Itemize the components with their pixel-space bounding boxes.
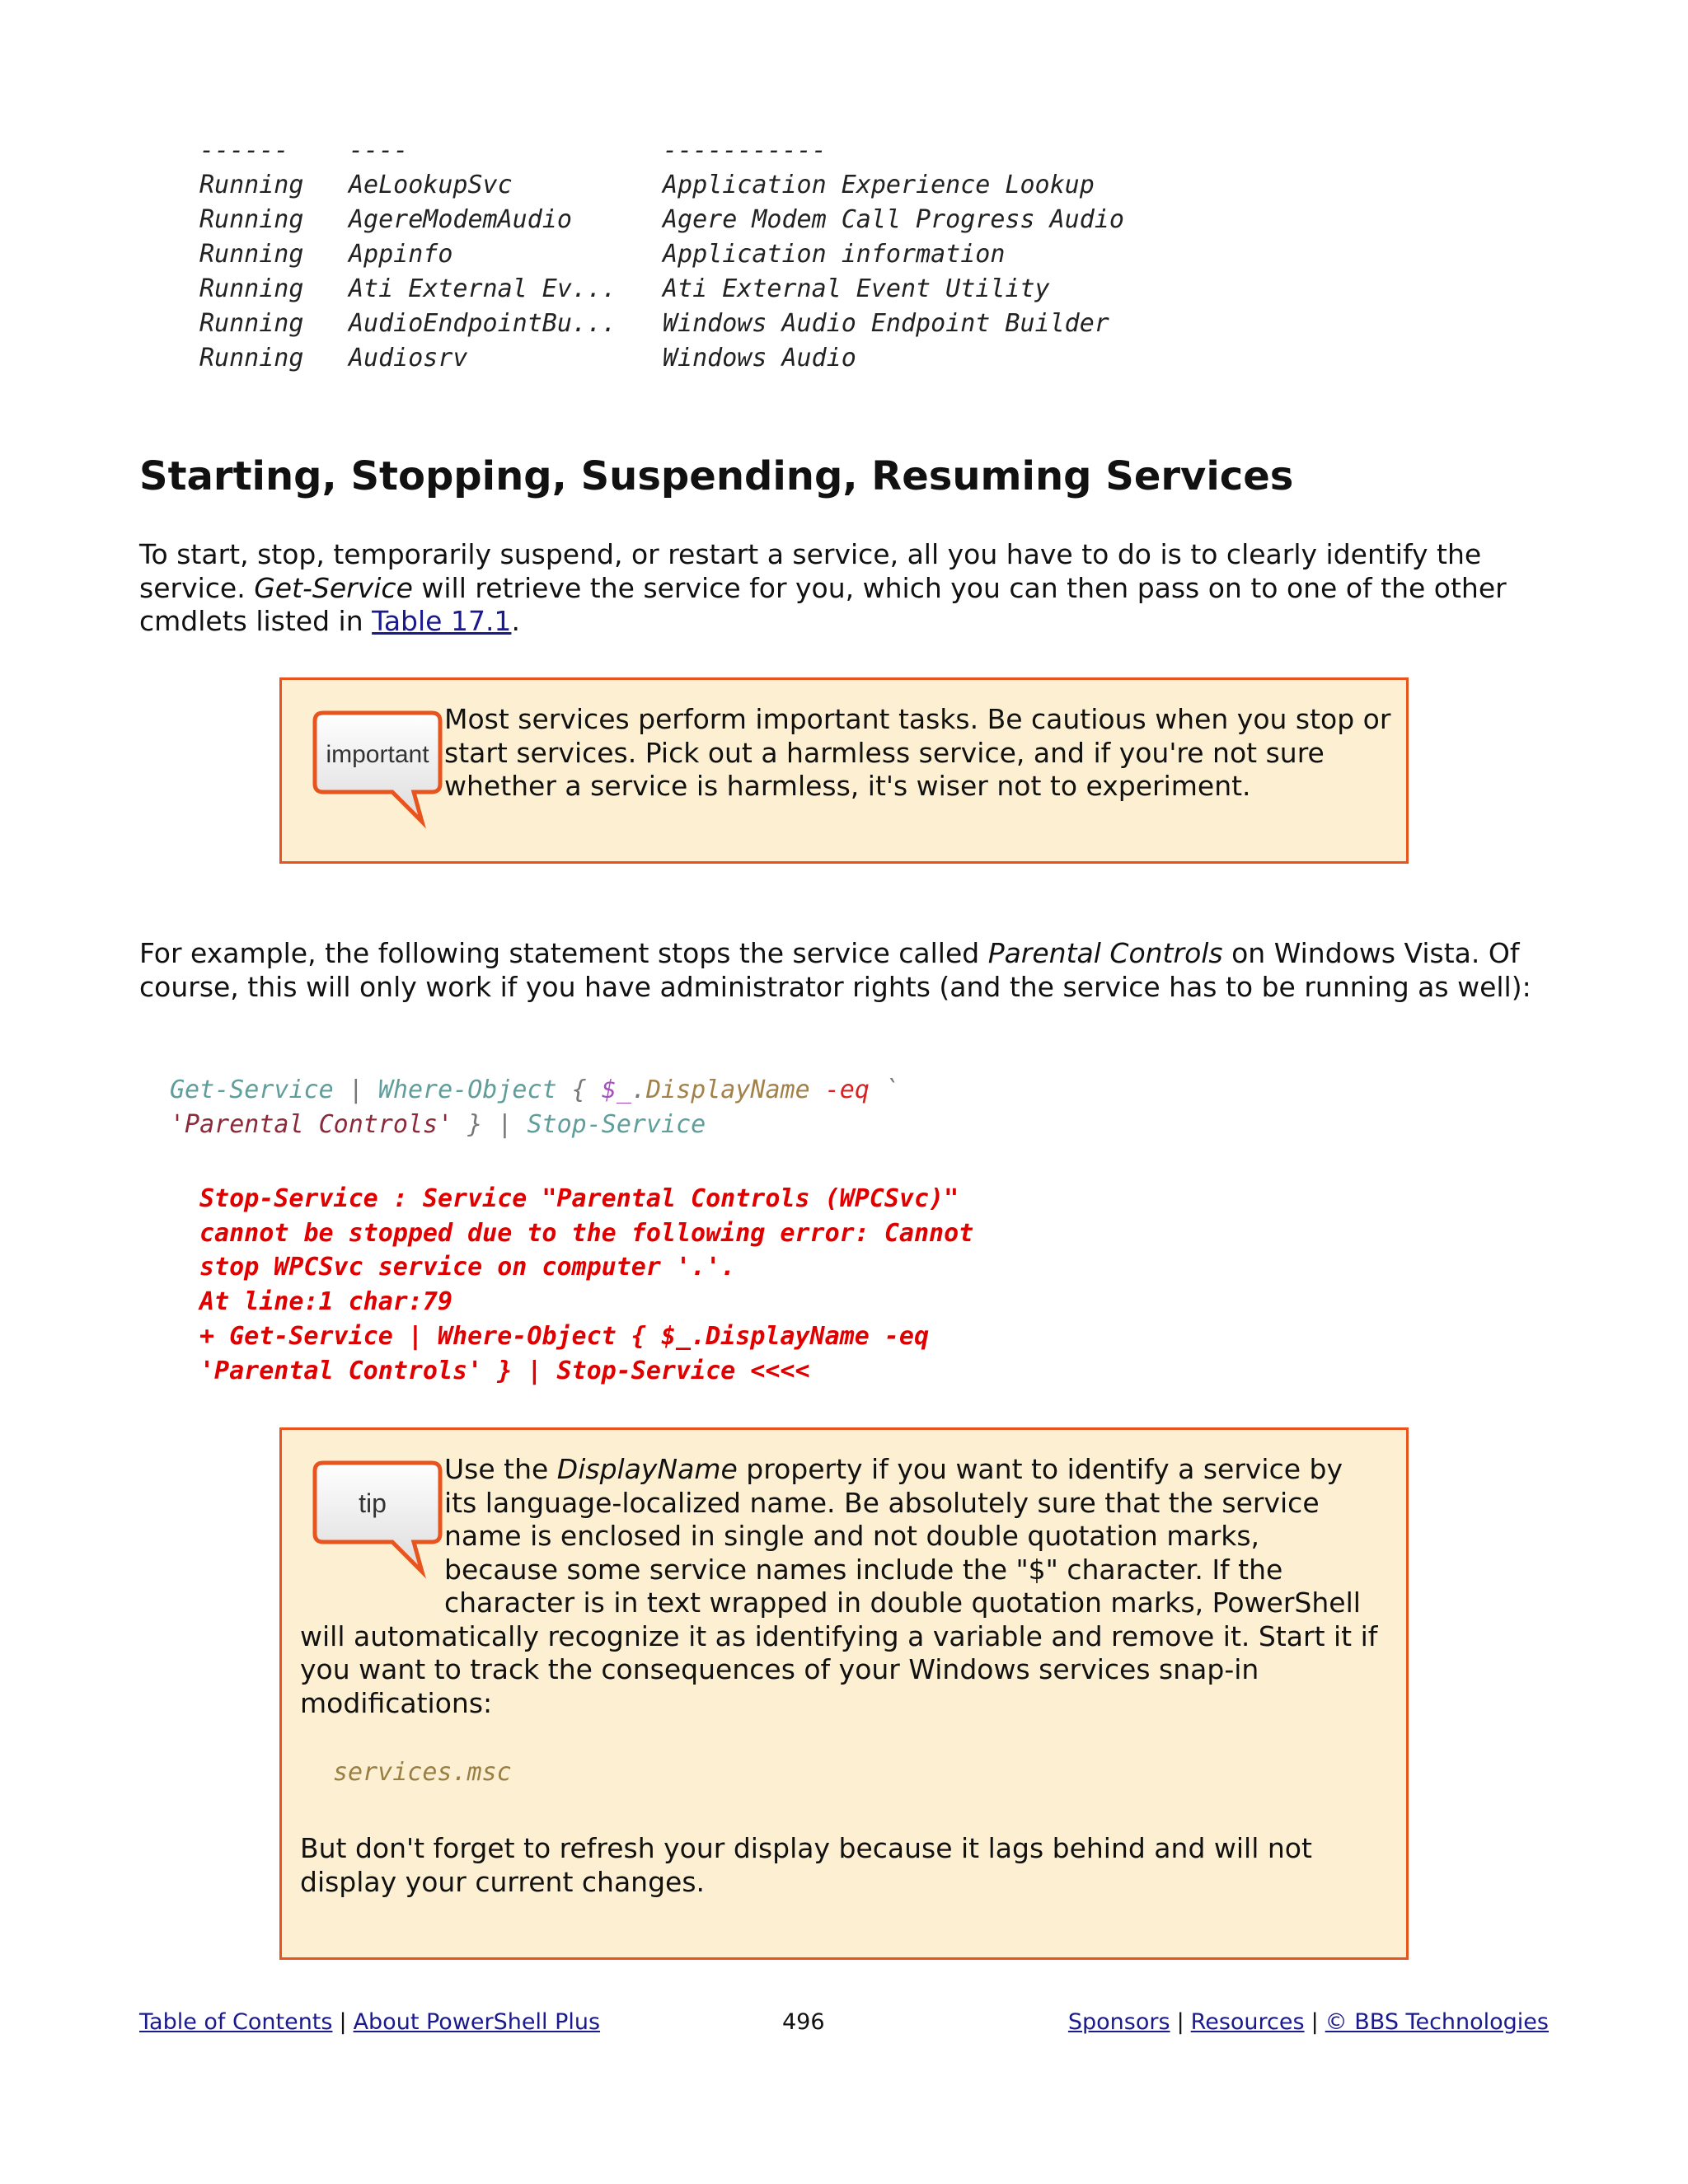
example-text: For example, the following statement stops the service called (139, 937, 988, 969)
footer-left (139, 2006, 600, 2039)
code-token: ` (869, 1076, 900, 1104)
error-line: At line:1 char:79 (199, 1287, 453, 1317)
status-cell: Running (199, 309, 304, 338)
code-token: Get-Service (170, 1076, 334, 1104)
footer-right (1068, 2006, 1549, 2039)
intro-text: will retrieve the service for you, which you can then pass on to one of the other cmdlets listed in (139, 571, 1507, 637)
tip-note-text (300, 1453, 1380, 1720)
error-line: 'Parental Controls' } | Stop-Service <<<< (199, 1356, 810, 1385)
separator: | (1176, 2009, 1184, 2035)
page-number: 496 (782, 2009, 825, 2035)
display-name-cell: Windows Audio (663, 344, 856, 373)
display-name-cell: Agere Modem Call Progress Audio (663, 205, 1124, 234)
error-line: cannot be stopped due to the following error: Cannot (199, 1218, 974, 1248)
resources-link[interactable]: Resources (1190, 2009, 1305, 2035)
code-token: 'Parental Controls' (170, 1110, 453, 1139)
service-output-table (199, 134, 1124, 376)
output-row (199, 203, 1124, 237)
display-name-cell: Application Experience Lookup (663, 171, 1095, 199)
display-name-cell: ----------- (663, 136, 827, 165)
powershell-code-block (170, 1073, 899, 1142)
icon-spacer (300, 1453, 444, 1618)
status-cell: Running (199, 274, 304, 303)
tip-closing-text: But don't forget to refresh your display because it lags behind and will not display your current changes. (300, 1832, 1312, 1898)
important-note (279, 677, 1409, 864)
code-token: . (631, 1076, 646, 1104)
separator: | (339, 2009, 347, 2035)
status-cell: Running (199, 171, 304, 199)
code-token: DisplayName (646, 1076, 810, 1104)
name-cell: AgereModemAudio (349, 205, 572, 234)
important-note-text: Most services perform important tasks. Be cautious when you stop or start services. Pick out a harmless service, and if you're not sure whether a service is harmless, it's wiser not to experiment. (444, 703, 1391, 802)
output-row (199, 237, 1124, 272)
error-output (199, 1182, 973, 1388)
status-cell: Running (199, 344, 304, 373)
name-cell: Appinfo (349, 240, 453, 269)
output-row (199, 168, 1124, 203)
status-cell: ------ (199, 136, 289, 165)
page-footer (139, 2006, 1549, 2039)
separator: | (1311, 2009, 1319, 2035)
tip-text: Use the (444, 1453, 557, 1485)
tip-note (279, 1427, 1409, 1960)
bbs-technologies-link[interactable]: © BBS Technologies (1325, 2009, 1549, 2035)
output-row (199, 307, 1124, 341)
name-cell: Ati External Ev... (349, 274, 617, 303)
name-cell: Audiosrv (349, 344, 468, 373)
svg-text:important: important (326, 741, 429, 768)
example-text: on Windows Vista. Of course, this will only work if you have administrator rights (and the service has to be running as well): (139, 937, 1531, 1003)
code-token: { (556, 1076, 602, 1104)
status-cell: Running (199, 240, 304, 269)
name-cell: AudioEndpointBu... (349, 309, 617, 338)
important-icon (312, 710, 443, 833)
intro-text: . (511, 605, 520, 637)
name-cell: ---- (349, 136, 409, 165)
services-msc-command: services.msc (333, 1758, 512, 1787)
code-token: Stop-Service (527, 1110, 706, 1139)
error-line: Stop-Service : Service "Parental Controls (WPCSvc)" (199, 1184, 959, 1213)
code-token: $_ (601, 1076, 631, 1104)
intro-cmdlet: Get-Service (254, 571, 413, 604)
error-line: + Get-Service | Where-Object { $_.DisplayName -eq (199, 1321, 930, 1351)
service-name: Parental Controls (987, 937, 1223, 969)
display-name-cell: Application information (663, 240, 1006, 269)
name-cell: AeLookupSvc (349, 171, 513, 199)
table-17-1-link[interactable]: Table 17.1 (372, 605, 512, 637)
sponsors-link[interactable]: Sponsors (1067, 2009, 1170, 2035)
code-token: | (333, 1076, 378, 1104)
display-name-cell: Windows Audio Endpoint Builder (663, 309, 1109, 338)
code-token: -eq (809, 1076, 870, 1104)
about-powershell-plus-link[interactable]: About PowerShell Plus (353, 2009, 601, 2035)
table-of-contents-link[interactable]: Table of Contents (139, 2009, 333, 2035)
svg-text:tip: tip (359, 1488, 387, 1518)
error-line: stop WPCSvc service on computer '.'. (199, 1253, 736, 1282)
output-row (199, 341, 1124, 376)
example-paragraph (139, 937, 1557, 1004)
intro-text: To start, stop, temporarily suspend, or restart a service, all you have to do is to clearly identify the service. (139, 538, 1482, 604)
display-name-cell: Ati External Event Utility (663, 274, 1050, 303)
intro-paragraph (139, 538, 1557, 639)
section-heading: Starting, Stopping, Suspending, Resuming Services (139, 453, 1294, 499)
output-row (199, 134, 1124, 168)
output-row (199, 272, 1124, 307)
status-cell: Running (199, 205, 304, 234)
code-token: } | (452, 1110, 528, 1139)
code-token: Where-Object (377, 1076, 557, 1104)
tip-text: property if you want to identify a service by its language-localized name. Be absolutely sure that the service name is enclosed in single and not double quotation marks, because some service names include the "$" character. If the character is in text wrapped in double quotation marks, PowerShell will automatically recognize it as identifying a variable and remove it. Start it if you want to track the consequences of your Windows services snap-in modifications: (300, 1453, 1378, 1719)
tip-property: DisplayName (556, 1453, 738, 1485)
